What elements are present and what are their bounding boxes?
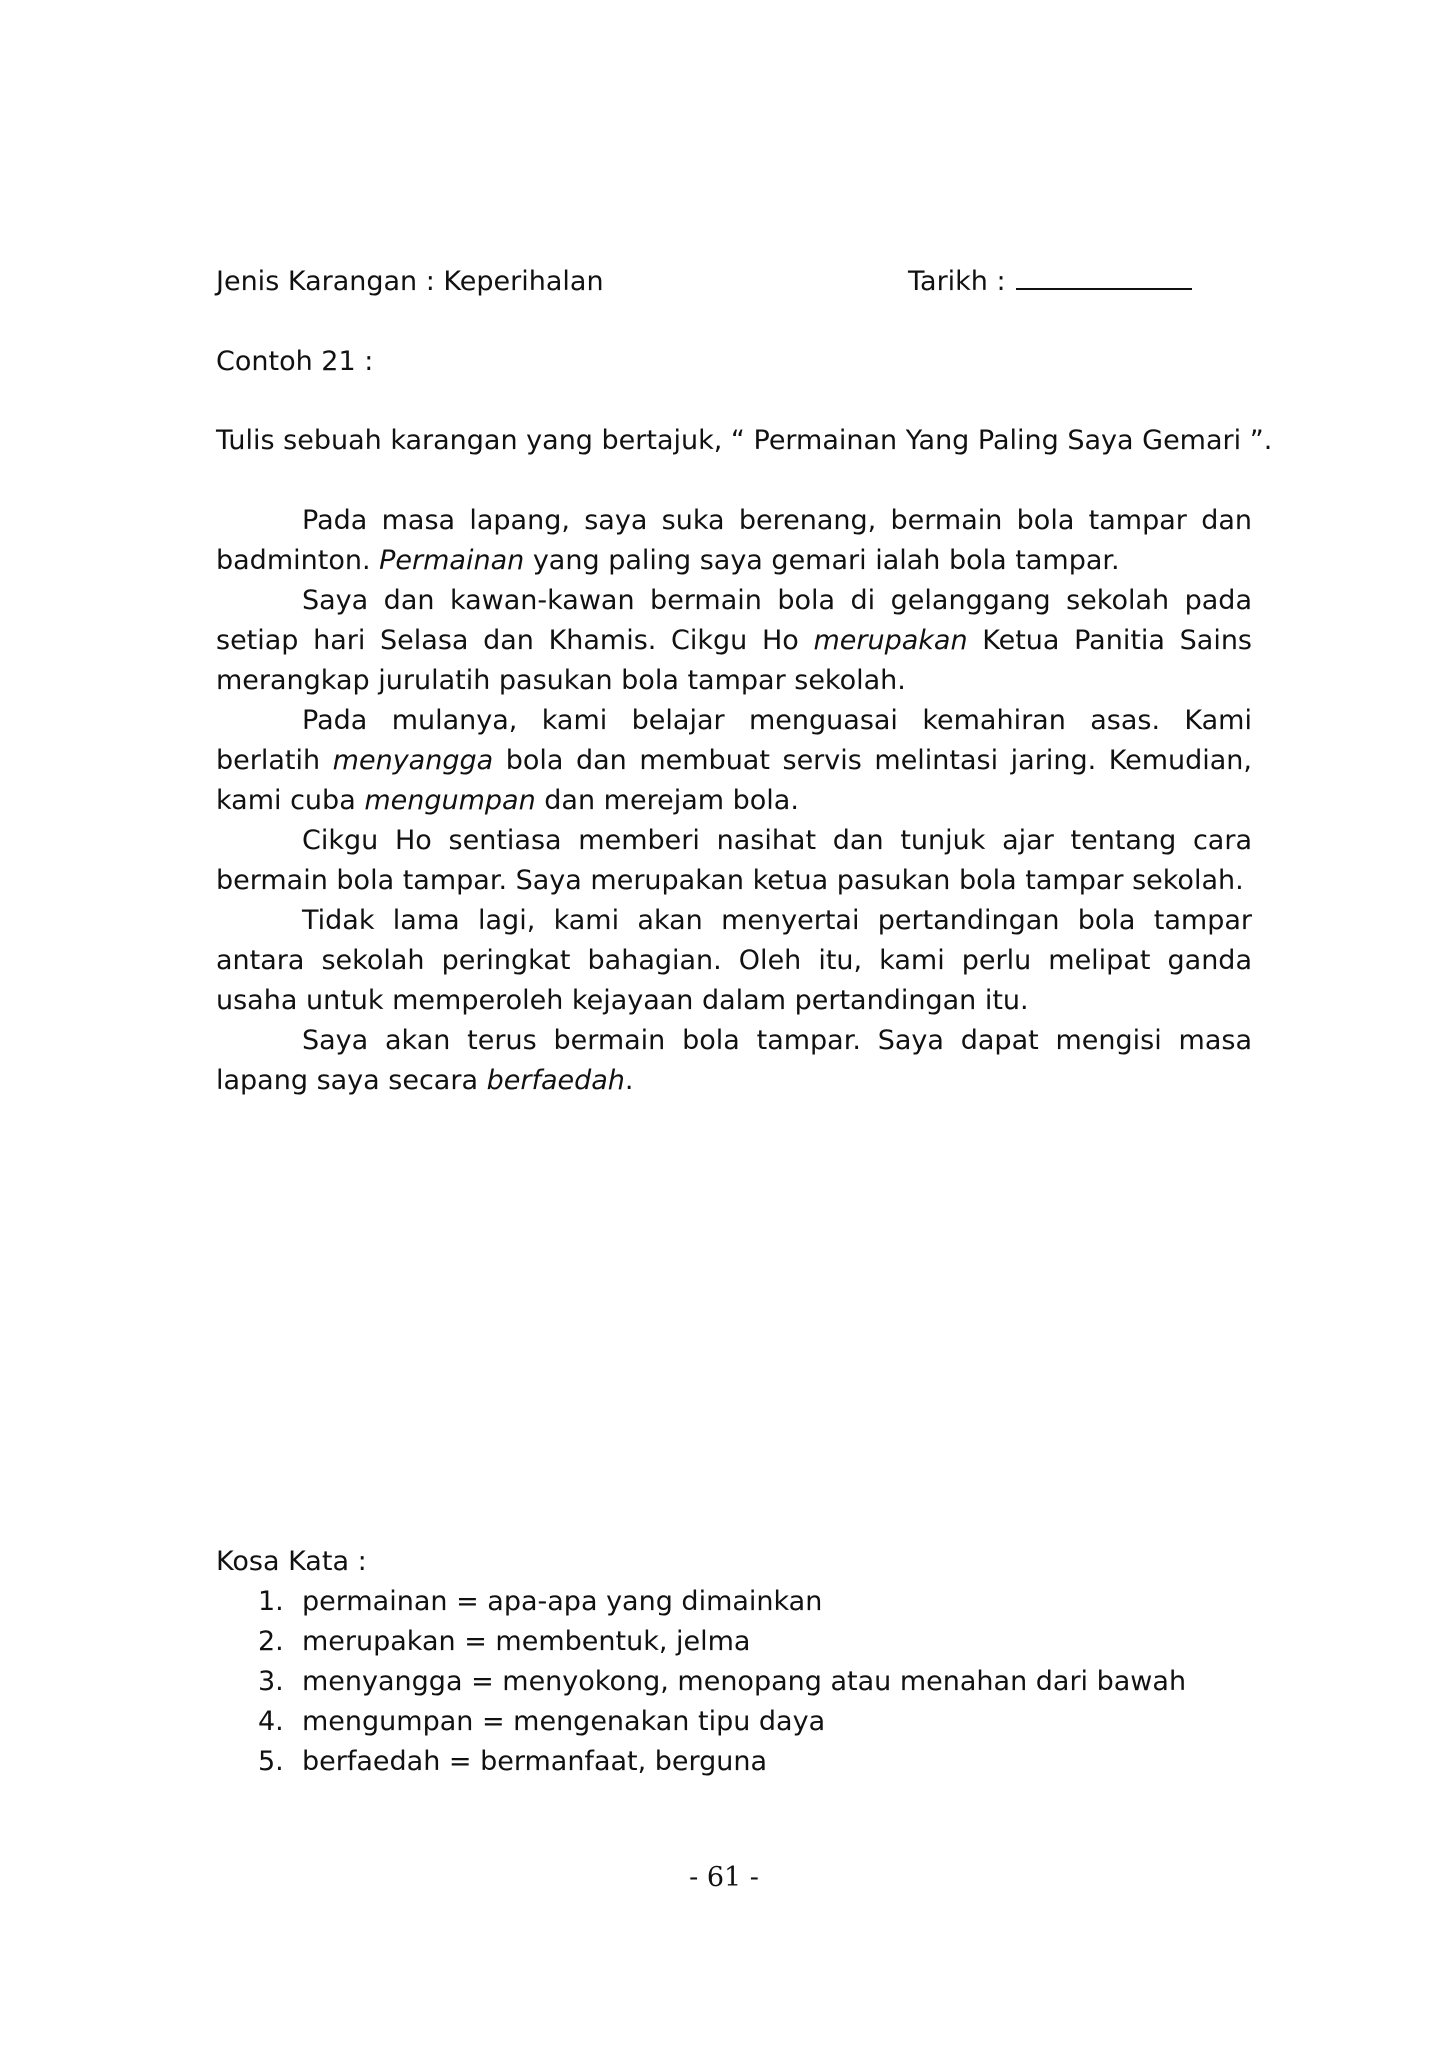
essay-type-label: Jenis Karangan : Keperihalan bbox=[216, 266, 604, 297]
list-text: merupakan = membentuk, jelma bbox=[302, 1626, 751, 1657]
list-item bbox=[216, 1742, 1186, 1782]
paragraph-text: Saya dan kawan-kawan bermain bola di gelanggang sekolah pada setiap hari Selasa dan Khamis. Cikgu Ho bbox=[216, 585, 1252, 656]
vocab-word-italic: berfaedah bbox=[486, 1065, 625, 1096]
date-field bbox=[908, 262, 1192, 302]
list-item bbox=[216, 1662, 1186, 1702]
essay-body bbox=[216, 501, 1252, 1101]
vocabulary-section bbox=[216, 1542, 1186, 1782]
list-number: 2. bbox=[258, 1626, 284, 1657]
vocabulary-list bbox=[216, 1582, 1186, 1782]
list-text: mengumpan = mengenakan tipu daya bbox=[302, 1706, 826, 1737]
list-number: 4. bbox=[258, 1706, 284, 1737]
example-label: Contoh 21 : bbox=[216, 346, 374, 377]
essay-paragraph-1 bbox=[216, 501, 1252, 581]
paragraph-text: Ketua Panitia Sains merangkap jurulatih pasukan bola tampar sekolah. bbox=[216, 625, 1252, 696]
list-text: menyangga = menyokong, menopang atau menahan dari bawah bbox=[302, 1666, 1187, 1697]
list-number: 3. bbox=[258, 1666, 284, 1697]
essay-paragraph-2 bbox=[216, 581, 1252, 701]
list-text: berfaedah = bermanfaat, berguna bbox=[302, 1746, 768, 1777]
essay-paragraph-4: Cikgu Ho sentiasa memberi nasihat dan tunjuk ajar tentang cara bermain bola tampar. Saya merupakan ketua pasukan bola tampar sekolah. bbox=[216, 825, 1252, 896]
paragraph-text: Pada mulanya, kami belajar menguasai kemahiran asas. Kami berlatih bbox=[216, 705, 1252, 776]
vocab-word-italic: mengumpan bbox=[364, 785, 536, 816]
essay-paragraph-6 bbox=[216, 1021, 1252, 1101]
paragraph-text: Saya akan terus bermain bola tampar. Saya dapat mengisi masa lapang saya secara bbox=[216, 1025, 1252, 1096]
essay-paragraph-5: Tidak lama lagi, kami akan menyertai pertandingan bola tampar antara sekolah peringkat bahagian. Oleh itu, kami perlu melipat ganda usaha untuk memperoleh kejayaan dalam pertandingan itu. bbox=[216, 905, 1252, 1016]
date-blank-line bbox=[1016, 262, 1192, 290]
paragraph-text: . bbox=[624, 1065, 634, 1096]
page-number: - 61 - bbox=[689, 1862, 759, 1893]
vocab-word-italic: menyangga bbox=[332, 745, 494, 776]
vocab-word-italic: Permainan bbox=[379, 545, 525, 576]
paragraph-text: Pada masa lapang, saya suka berenang, bermain bola tampar dan badminton. bbox=[216, 505, 1252, 576]
vocabulary-title: Kosa Kata : bbox=[216, 1546, 367, 1577]
date-label: Tarikh : bbox=[908, 266, 1006, 297]
list-item bbox=[216, 1702, 1186, 1742]
essay-paragraph-3 bbox=[216, 701, 1252, 821]
list-number: 1. bbox=[258, 1586, 284, 1617]
list-text: permainan = apa-apa yang dimainkan bbox=[302, 1586, 823, 1617]
paragraph-text: bola dan membuat servis melintasi jaring. Kemudian, kami cuba bbox=[216, 745, 1252, 816]
list-number: 5. bbox=[258, 1746, 284, 1777]
vocab-word-italic: merupakan bbox=[813, 625, 968, 656]
essay-prompt: Tulis sebuah karangan yang bertajuk, “ Permainan Yang Paling Saya Gemari ”. bbox=[216, 425, 1273, 456]
paragraph-text: yang paling saya gemari ialah bola tampar. bbox=[524, 545, 1120, 576]
paragraph-text: dan merejam bola. bbox=[535, 785, 799, 816]
list-item bbox=[216, 1622, 1186, 1662]
list-item bbox=[216, 1582, 1186, 1622]
header-row bbox=[216, 262, 1256, 302]
